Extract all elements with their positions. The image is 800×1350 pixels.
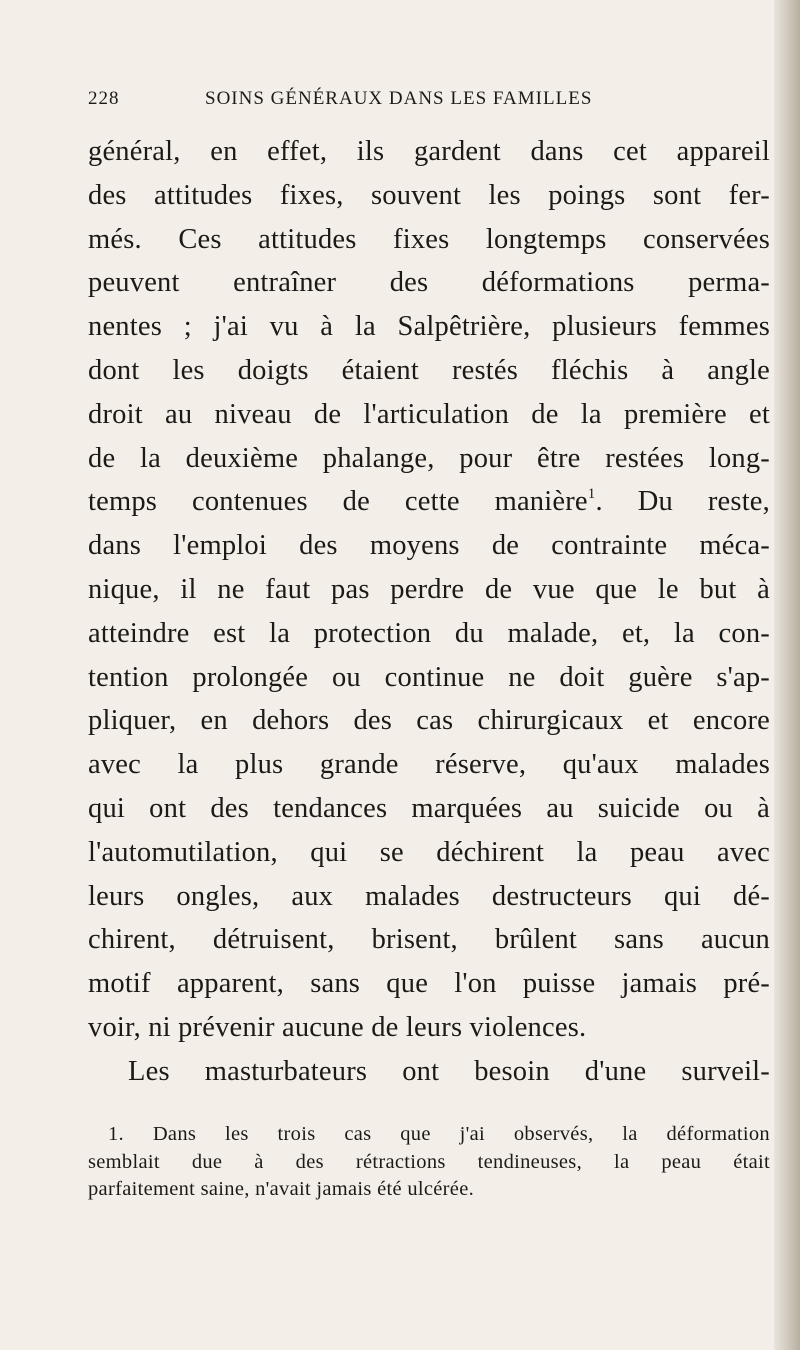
text-line: Les masturbateurs ont besoin d'une surveil- [128,1055,770,1087]
text-line: motif apparent, sans que l'on puisse jamais pré- [88,968,770,1000]
text-line: més. Ces attitudes fixes longtemps conservées [88,223,770,255]
running-header [88,88,764,116]
footnote [88,1121,770,1204]
text-line: dont les doigts étaient restés fléchis à angle [88,354,770,386]
text-line: dans l'emploi des moyens de contrainte méca- [88,530,770,562]
page-edge-shadow [774,0,800,1350]
running-title: SOINS GÉNÉRAUX DANS LES FAMILLES [205,88,593,109]
text-line: qui ont des tendances marquées au suicide ou à [88,792,770,824]
text-line: tention prolongée ou continue ne doit guère s'ap- [88,661,770,693]
footnote-line: parfaitement saine, n'avait jamais été ulcérée. [88,1178,475,1200]
text-line: leurs ongles, aux malades destructeurs qui dé- [88,880,770,912]
footnote-line: semblait due à des rétractions tendineuses, la peau était [88,1150,770,1173]
text-fragment: temps contenues de cette manière [88,486,588,518]
text-line: nentes ; j'ai vu à la Salpêtrière, plusieurs femmes [88,311,770,343]
text-line: de la deuxième phalange, pour être restées long- [88,442,770,474]
text-line: l'automutilation, qui se déchirent la peau avec [88,836,770,868]
page-number: 228 [88,88,120,109]
text-line-with-footnote [88,480,770,524]
text-fragment: . Du reste, [595,486,770,518]
text-line: général, en effet, ils gardent dans cet appareil [88,136,770,167]
main-text [88,130,770,1094]
text-line: des attitudes fixes, souvent les poings sont fer- [88,179,770,211]
text-line: nique, il ne faut pas perdre de vue que le but à [88,573,770,605]
text-line: peuvent entraîner des déformations perma- [88,267,770,299]
text-line: voir, ni prévenir aucune de leurs violences. [88,1011,587,1043]
text-line: chirent, détruisent, brisent, brûlent sans aucun [88,924,770,956]
footnote-reference: 1 [587,486,596,503]
text-line: pliquer, en dehors des cas chirurgicaux et encore [88,705,770,737]
footnote-line: 1. Dans les trois cas que j'ai observés, la déformation [108,1123,770,1145]
text-line: droit au niveau de l'articulation de la première et [88,398,770,430]
text-line: avec la plus grande réserve, qu'aux malades [88,749,770,781]
text-line: atteindre est la protection du malade, et, la con- [88,617,770,649]
